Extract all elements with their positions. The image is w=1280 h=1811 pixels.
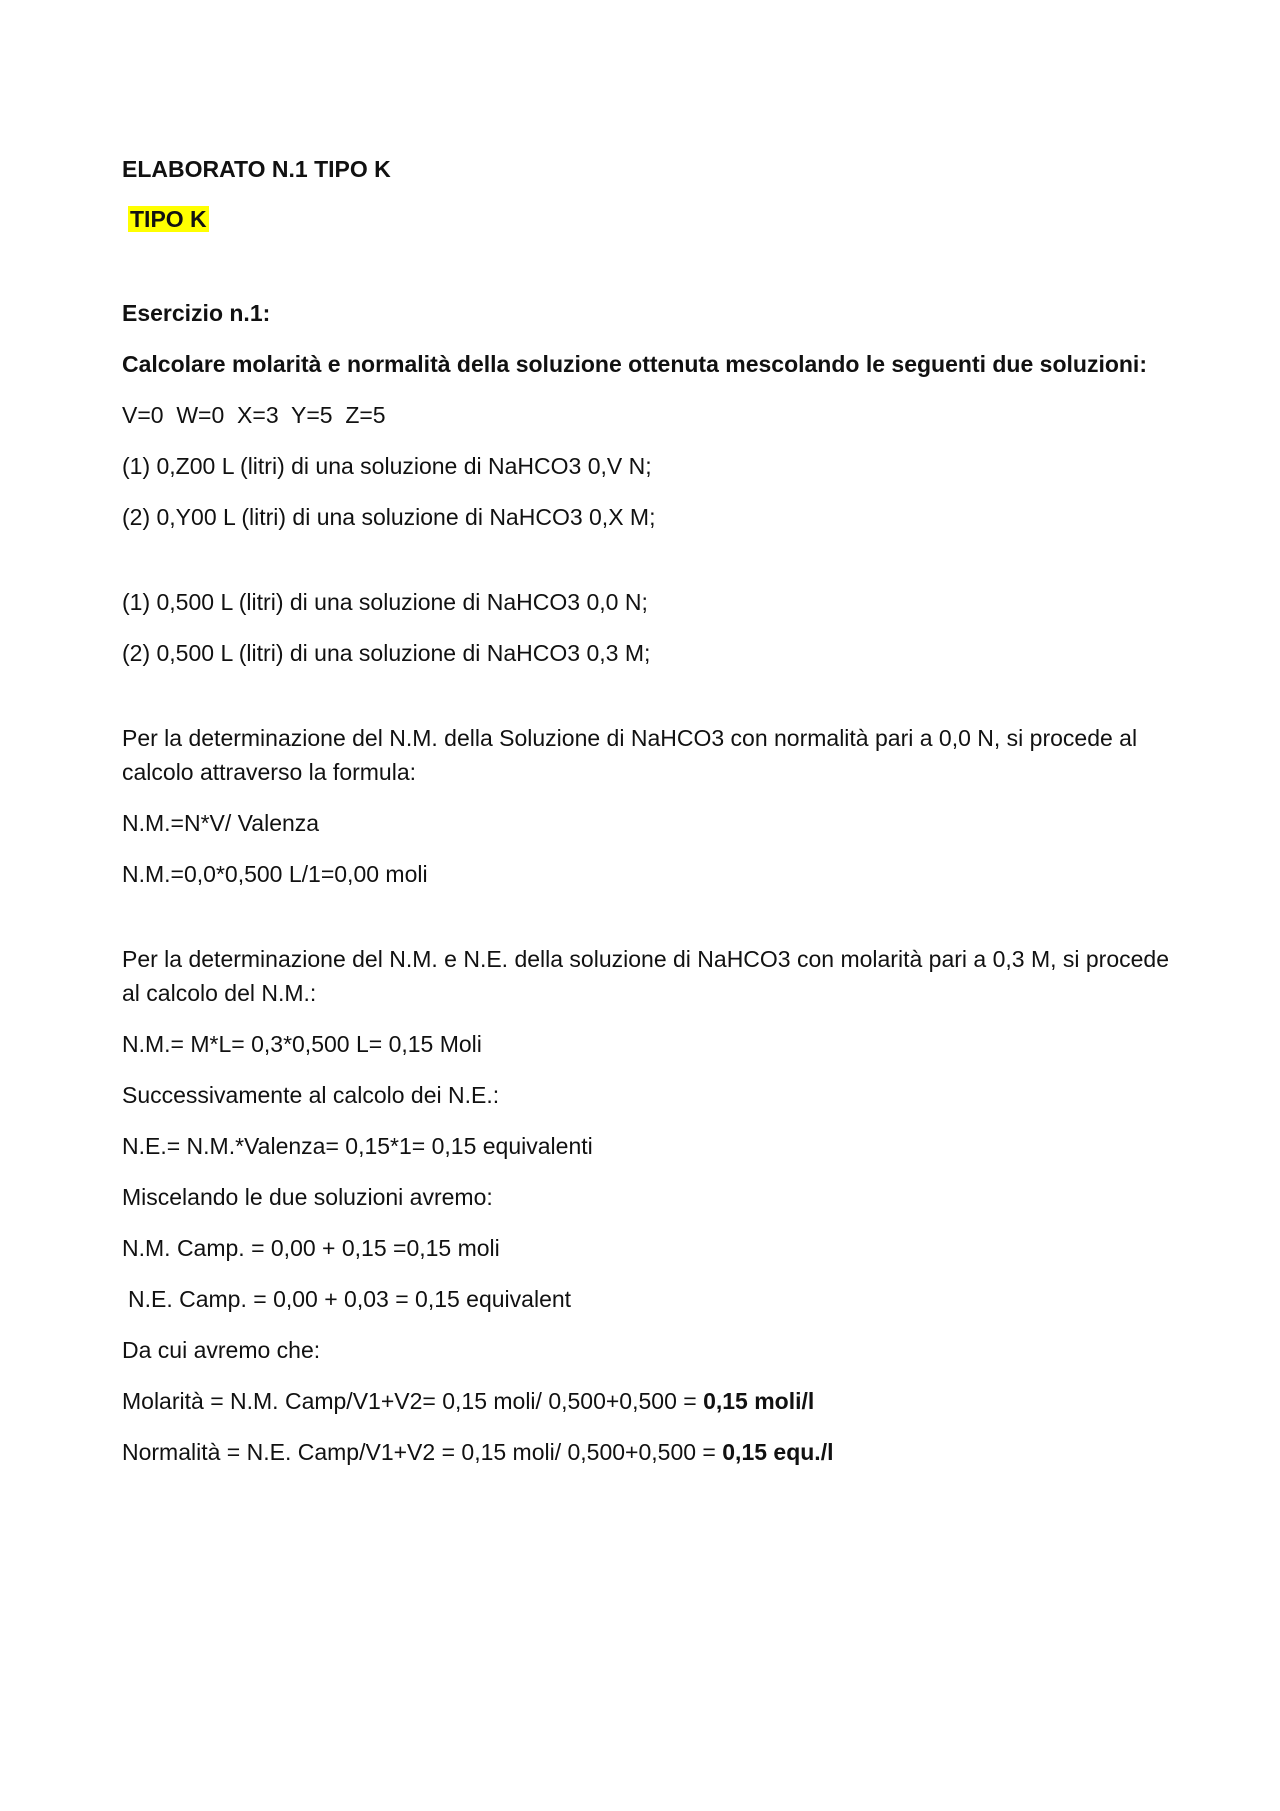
section1-intro: Per la determinazione del N.M. della Soluzione di NaHCO3 con normalità pari a 0,0 N, si procede al calcolo attraverso la formula: xyxy=(122,725,1144,785)
given-solution-2: (2) 0,500 L (litri) di una soluzione di NaHCO3 0,3 M; xyxy=(122,640,651,666)
section2-hence: Da cui avremo che: xyxy=(122,1337,321,1363)
document-body xyxy=(122,152,1182,1486)
molarity-result: 0,15 moli/l xyxy=(703,1388,815,1414)
exercise-heading: Esercizio n.1: xyxy=(122,300,271,326)
normality-result: 0,15 equ./l xyxy=(722,1439,834,1465)
section2-ne-calc: N.E.= N.M.*Valenza= 0,15*1= 0,15 equivalenti xyxy=(122,1133,593,1159)
template-solution-1: (1) 0,Z00 L (litri) di una soluzione di NaHCO3 0,V N; xyxy=(122,453,652,479)
section2-nm-camp: N.M. Camp. = 0,00 + 0,15 =0,15 moli xyxy=(122,1235,500,1261)
section2-mixing: Miscelando le due soluzioni avremo: xyxy=(122,1184,493,1210)
section1-result: N.M.=0,0*0,500 L/1=0,00 moli xyxy=(122,861,428,887)
molarity-line xyxy=(122,1384,1182,1418)
given-solution-1: (1) 0,500 L (litri) di una soluzione di NaHCO3 0,0 N; xyxy=(122,589,648,615)
molarity-formula: Molarità = N.M. Camp/V1+V2= 0,15 moli/ 0,500+0,500 = xyxy=(122,1388,704,1414)
section2-then: Successivamente al calcolo dei N.E.: xyxy=(122,1082,500,1108)
highlighted-type-label: TIPO K xyxy=(130,206,207,232)
section2-intro: Per la determinazione del N.M. e N.E. della soluzione di NaHCO3 con molarità pari a 0,3 M, si procede al calcolo del N.M.: xyxy=(122,946,1176,1006)
section2-nm-calc: N.M.= M*L= 0,3*0,500 L= 0,15 Moli xyxy=(122,1031,482,1057)
exercise-task: Calcolare molarità e normalità della soluzione ottenuta mescolando le seguenti due soluzioni: xyxy=(122,351,1147,377)
highlight-line xyxy=(128,202,1182,236)
section1-formula: N.M.=N*V/ Valenza xyxy=(122,810,320,836)
variables-line: V=0 W=0 X=3 Y=5 Z=5 xyxy=(122,402,386,428)
section2-ne-camp: N.E. Camp. = 0,00 + 0,03 = 0,15 equivalent xyxy=(128,1286,572,1312)
normality-line xyxy=(122,1435,1182,1469)
normality-formula: Normalità = N.E. Camp/V1+V2 = 0,15 moli/ 0,500+0,500 = xyxy=(122,1439,723,1465)
template-solution-2: (2) 0,Y00 L (litri) di una soluzione di NaHCO3 0,X M; xyxy=(122,504,656,530)
document-title: ELABORATO N.1 TIPO K xyxy=(122,156,391,182)
